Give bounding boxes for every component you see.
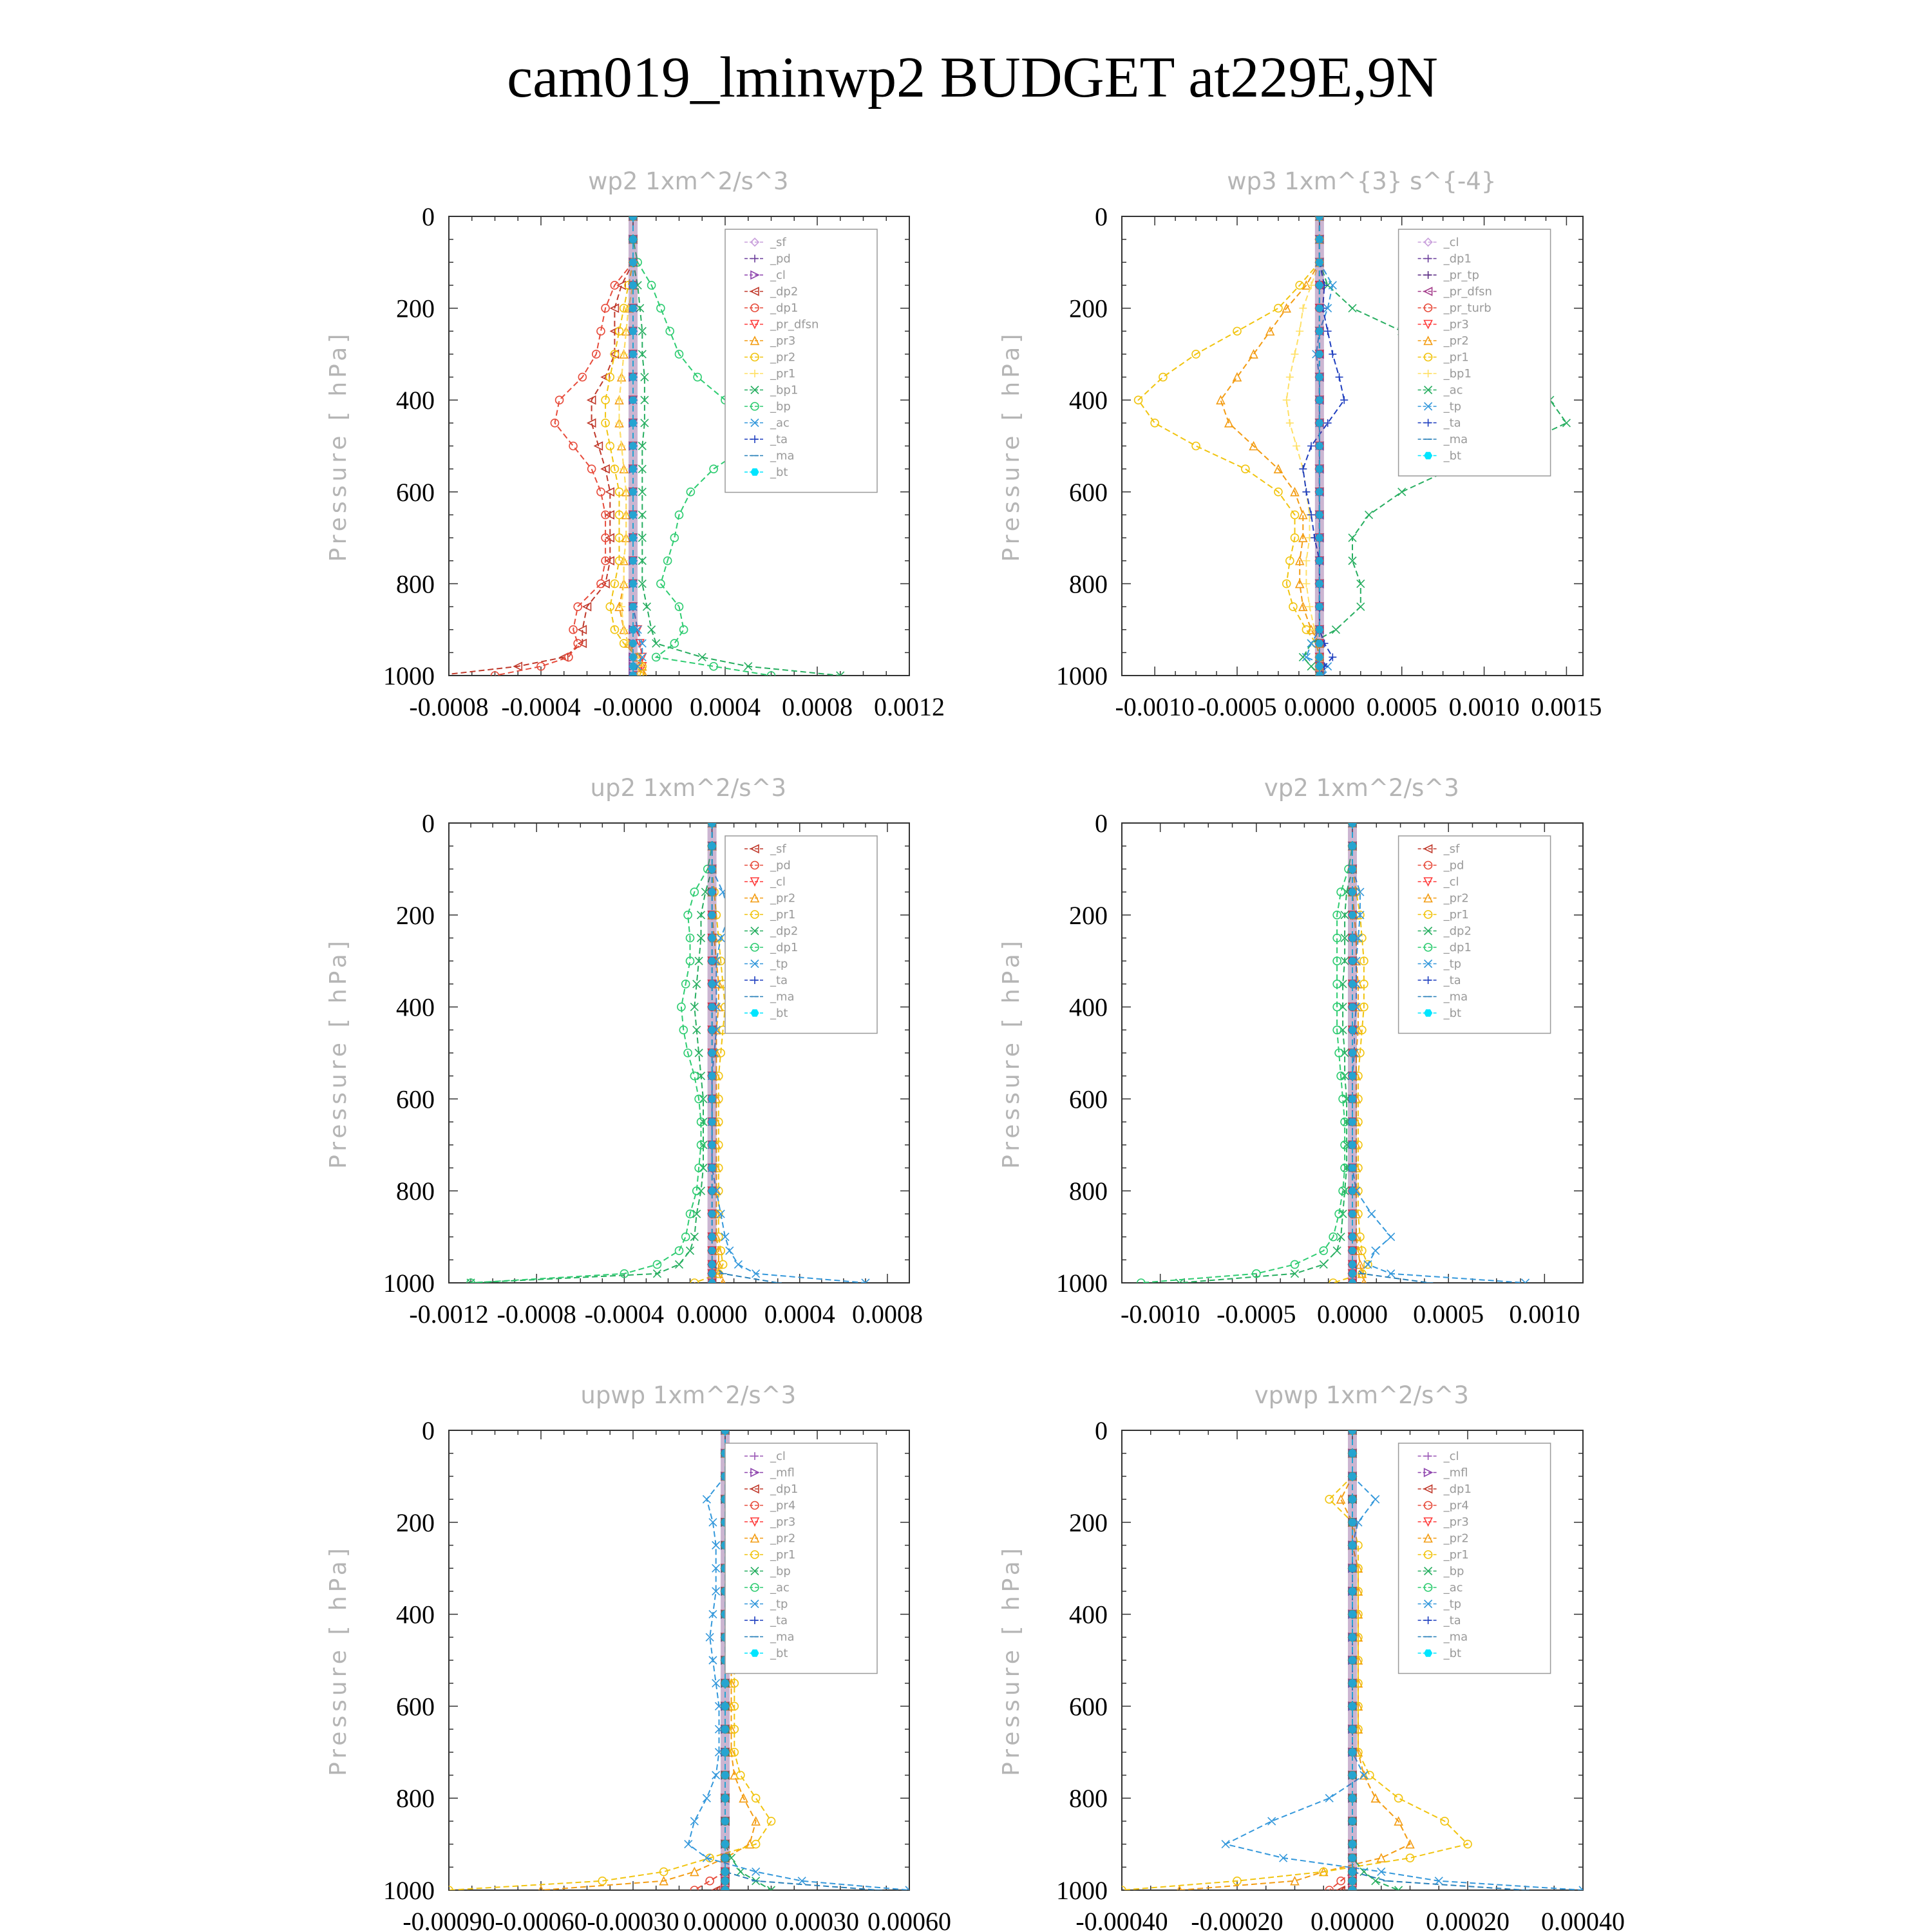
legend-label: _bt: [770, 1647, 788, 1660]
data-point: [737, 1772, 744, 1779]
legend-label: _ac: [1443, 383, 1463, 397]
series-line-dp2: [437, 216, 633, 676]
legend-label: _cl: [770, 875, 786, 889]
panel-4: [998, 774, 1583, 1329]
data-point: [1357, 580, 1365, 587]
legend-label: _pr4: [1443, 1499, 1469, 1513]
data-point: [620, 626, 628, 634]
data-point: [588, 465, 596, 473]
legend-label: _pr1: [1443, 350, 1469, 365]
data-point: [620, 557, 628, 565]
y-axis-label: Pressure [ hPa]: [325, 1544, 352, 1776]
legend-label: _dp1: [1443, 1482, 1472, 1496]
data-point: [726, 1247, 734, 1255]
legend-label: _mfl: [1443, 1466, 1468, 1480]
panel-6: [998, 1381, 1625, 1932]
legend-label: _cl: [1443, 236, 1459, 249]
zero-line-bundle: [1315, 216, 1324, 676]
legend-label: _sf: [770, 842, 786, 856]
legend-label: _bt: [1443, 1007, 1462, 1020]
data-point: [1296, 327, 1303, 335]
legend-label: _tp: [1443, 400, 1462, 413]
y-tick-label: 400: [396, 386, 435, 415]
data-point: [706, 1877, 714, 1885]
legend-label: _dp1: [1443, 252, 1472, 266]
y-tick-label: 1000: [1056, 661, 1108, 690]
data-point: [1286, 374, 1294, 381]
data-point: [690, 1868, 698, 1875]
series-line-dp1: [471, 823, 712, 1283]
y-tick-label: 800: [1069, 1784, 1108, 1814]
legend-label: _pr2: [770, 1531, 796, 1546]
legend-label: _pr3: [770, 1515, 796, 1529]
legend-label: _pr1: [770, 908, 796, 922]
x-tick-label: -0.0004: [584, 1300, 665, 1329]
legend-box: [725, 836, 877, 1034]
data-point: [1159, 374, 1167, 381]
legend-label: _bt: [770, 1007, 788, 1020]
series-line-dp2: [1180, 823, 1353, 1283]
x-tick-label: 0.0004: [690, 692, 761, 721]
legend-label: _ac: [1443, 1581, 1463, 1595]
y-tick-label: 400: [1069, 386, 1108, 415]
data-point: [569, 442, 577, 450]
y-tick-label: 600: [396, 1692, 435, 1721]
y-tick-label: 600: [1069, 1084, 1108, 1114]
data-point: [1302, 580, 1310, 587]
legend-label: _pd: [1443, 858, 1464, 873]
x-tick-label: 0.0000: [1317, 1300, 1388, 1329]
legend: [725, 1443, 877, 1674]
panel-2: [998, 167, 1602, 721]
legend-label: _dp1: [770, 301, 799, 315]
legend-marker: [751, 1650, 759, 1656]
legend: [1399, 229, 1551, 476]
data-point: [1333, 1247, 1341, 1255]
legend-label: _pr2: [770, 350, 796, 365]
y-tick-label: 0: [422, 809, 435, 838]
legend-label: _cl: [770, 1450, 786, 1463]
data-point: [1283, 396, 1291, 404]
legend: [1399, 1443, 1551, 1674]
data-point: [752, 1868, 760, 1875]
legend-label: _ta: [1443, 1614, 1461, 1627]
panel-title: wp3 1xm^{3} s^{-4}: [1227, 167, 1497, 195]
y-tick-label: 200: [396, 1508, 435, 1537]
y-tick-label: 200: [1069, 1508, 1108, 1537]
data-point: [618, 374, 625, 381]
data-point: [1151, 419, 1159, 427]
data-point: [685, 1841, 692, 1848]
data-point: [1372, 1495, 1379, 1503]
x-tick-label: 0.00020: [1426, 1907, 1510, 1932]
data-point: [657, 305, 665, 312]
legend: [1399, 836, 1551, 1034]
legend-label: _cl: [770, 269, 786, 282]
legend-label: _bp: [1443, 1564, 1464, 1578]
data-point: [648, 626, 656, 634]
panel-title: wp2 1xm^2/s^3: [588, 167, 789, 195]
legend-marker: [1425, 452, 1432, 459]
legend-label: _bp: [770, 400, 791, 413]
y-tick-label: 200: [396, 294, 435, 323]
data-point: [1398, 488, 1406, 496]
legend-label: _dp1: [770, 941, 799, 954]
y-tick-label: 0: [422, 1416, 435, 1445]
y-tick-label: 0: [1095, 809, 1108, 838]
legend-label: _ma: [1443, 433, 1468, 446]
data-point: [1372, 1247, 1379, 1255]
data-point: [1387, 1233, 1395, 1241]
y-tick-label: 200: [1069, 294, 1108, 323]
legend-label: _ta: [1443, 416, 1461, 430]
legend-label: _pr1: [1443, 908, 1469, 922]
legend-label: _pr2: [1443, 891, 1469, 905]
x-tick-label: -0.00090: [402, 1907, 495, 1932]
x-tick-label: -0.0010: [1121, 1300, 1200, 1329]
y-tick-label: 600: [1069, 1692, 1108, 1721]
legend-marker: [751, 1010, 759, 1016]
data-point: [1336, 374, 1343, 381]
legend: [725, 836, 877, 1034]
legend-label: _tp: [770, 1597, 788, 1611]
data-point: [1299, 305, 1307, 312]
legend-label: _sf: [770, 236, 786, 249]
data-point: [1274, 305, 1282, 312]
data-point: [1192, 442, 1200, 450]
legend-box: [1399, 1443, 1551, 1674]
legend-label: _pr3: [1443, 317, 1469, 332]
legend-box: [1399, 229, 1551, 476]
legend-label: _pr3: [1443, 1515, 1469, 1529]
x-tick-label: 0.0010: [1509, 1300, 1580, 1329]
y-tick-label: 1000: [383, 661, 435, 690]
data-point: [1286, 419, 1294, 427]
legend-label: _ma: [1443, 990, 1468, 1004]
legend-label: _ta: [770, 433, 788, 446]
y-tick-label: 600: [396, 477, 435, 507]
x-tick-label: 0.0000: [1283, 692, 1355, 721]
data-point: [676, 1260, 683, 1268]
x-tick-label: -0.0005: [1217, 1300, 1296, 1329]
data-point: [690, 1233, 698, 1241]
x-tick-label: 0.0005: [1366, 692, 1437, 721]
legend-label: _pd: [770, 252, 791, 266]
data-point: [1307, 639, 1315, 647]
legend-label: _ta: [1443, 974, 1461, 987]
legend-label: _pr_dfsn: [770, 317, 819, 332]
series-line-dp1: [1141, 823, 1352, 1283]
data-point: [1325, 1794, 1333, 1802]
x-tick-label: 0.0015: [1531, 692, 1602, 721]
x-tick-label: 0.00030: [775, 1907, 859, 1932]
legend-label: _ma: [770, 990, 795, 1004]
data-point: [620, 465, 628, 473]
data-point: [734, 1260, 742, 1268]
data-point: [620, 350, 628, 358]
legend-label: _pr1: [770, 367, 796, 381]
y-tick-label: 1000: [383, 1269, 435, 1298]
data-point: [687, 1247, 694, 1255]
y-tick-label: 800: [396, 1784, 435, 1814]
legend-label: _cl: [1443, 1450, 1459, 1463]
legend-marker: [751, 469, 759, 475]
data-point: [1357, 603, 1365, 611]
x-tick-label: -0.0008: [409, 692, 489, 721]
data-point: [1302, 488, 1310, 496]
legend-label: _bp1: [770, 383, 799, 397]
legend-label: _ma: [770, 1630, 795, 1644]
data-point: [1360, 1772, 1368, 1779]
legend-label: _ta: [770, 974, 788, 987]
legend-label: _dp1: [1443, 941, 1472, 954]
legend-label: _dp1: [770, 1482, 799, 1496]
data-point: [588, 419, 596, 427]
y-tick-label: 0: [422, 202, 435, 231]
x-tick-label: -0.00030: [587, 1907, 679, 1932]
legend-label: _dp2: [770, 924, 799, 938]
legend-label: _pr1: [770, 1548, 796, 1562]
y-tick-label: 1000: [1056, 1269, 1108, 1298]
data-point: [1337, 1495, 1345, 1503]
legend-label: _pr2: [1443, 334, 1469, 348]
y-axis-label: Pressure [ hPa]: [325, 937, 352, 1169]
legend-label: _bt: [1443, 449, 1462, 463]
legend-label: _pr2: [770, 891, 796, 905]
data-point: [1324, 327, 1332, 335]
data-point: [690, 1817, 698, 1825]
x-tick-label: 0.0008: [782, 692, 853, 721]
data-point: [616, 419, 623, 427]
legend-label: _ac: [770, 1581, 790, 1595]
x-tick-label: -0.0012: [409, 1300, 489, 1329]
panel-title: up2 1xm^2/s^3: [590, 774, 787, 802]
data-point: [1332, 626, 1340, 634]
legend-label: _ma: [770, 449, 795, 463]
x-tick-label: -0.00040: [1075, 1907, 1168, 1932]
data-point: [1291, 350, 1299, 358]
zero-line-bundle: [629, 216, 638, 676]
legend-label: _pr_tp: [1443, 269, 1479, 282]
data-point: [1306, 603, 1314, 611]
x-tick-label: 0.00000: [683, 1907, 767, 1932]
x-tick-label: -0.0000: [593, 692, 673, 721]
x-tick-label: 0.0010: [1448, 692, 1520, 721]
data-point: [1368, 1210, 1376, 1218]
legend-label: _bp: [770, 1564, 791, 1578]
x-tick-label: 0.0000: [676, 1300, 748, 1329]
zero-line-bundle: [1348, 1430, 1357, 1890]
y-tick-label: 400: [1069, 1600, 1108, 1629]
data-point: [737, 1868, 744, 1875]
y-tick-label: 800: [396, 569, 435, 599]
data-point: [703, 1495, 710, 1503]
legend-label: _bp1: [1443, 367, 1472, 381]
data-point: [752, 1794, 760, 1802]
x-tick-label: 0.0005: [1413, 1300, 1484, 1329]
data-point: [652, 639, 660, 647]
data-point: [1289, 603, 1297, 611]
y-axis-label: Pressure [ hPa]: [325, 330, 352, 562]
y-axis-label: Pressure [ hPa]: [998, 330, 1025, 562]
y-tick-label: 400: [1069, 992, 1108, 1022]
legend-marker: [1425, 1010, 1432, 1016]
legend-label: _pr4: [770, 1499, 796, 1513]
x-tick-label: -0.0004: [501, 692, 581, 721]
legend-label: _ta: [770, 1614, 788, 1627]
legend-label: _pr2: [1443, 1531, 1469, 1546]
y-tick-label: 200: [1069, 900, 1108, 930]
data-point: [1325, 1495, 1333, 1503]
panel-1: [325, 167, 945, 721]
data-point: [1364, 1260, 1372, 1268]
panel-title: vp2 1xm^2/s^3: [1264, 774, 1459, 802]
legend-label: _tp: [770, 957, 788, 971]
legend-label: _ac: [770, 416, 790, 430]
legend-label: _pr3: [770, 334, 796, 348]
y-tick-label: 0: [1095, 1416, 1108, 1445]
data-point: [1349, 305, 1356, 312]
data-point: [1307, 663, 1315, 670]
y-tick-label: 200: [396, 900, 435, 930]
data-point: [1320, 1260, 1327, 1268]
data-point: [1329, 350, 1336, 358]
legend-box: [1399, 836, 1551, 1034]
y-tick-label: 800: [1069, 1177, 1108, 1206]
legend-label: _dp2: [770, 285, 799, 299]
x-tick-label: -0.00020: [1191, 1907, 1283, 1932]
legend-label: _cl: [1443, 875, 1459, 889]
x-tick-label: 0.00060: [867, 1907, 951, 1932]
data-point: [1293, 442, 1300, 450]
data-point: [1242, 465, 1249, 473]
legend-label: _dp2: [1443, 924, 1472, 938]
legend-label: _pr_turb: [1443, 301, 1492, 315]
legend-label: _tp: [1443, 957, 1462, 971]
data-point: [1222, 1841, 1229, 1848]
x-tick-label: -0.0008: [497, 1300, 576, 1329]
y-tick-label: 800: [396, 1177, 435, 1206]
data-point: [618, 442, 625, 450]
y-tick-label: 1000: [383, 1876, 435, 1905]
x-tick-label: -0.0005: [1197, 692, 1277, 721]
y-tick-label: 800: [1069, 569, 1108, 599]
series-line-pr1: [1139, 216, 1320, 676]
data-point: [1307, 281, 1315, 289]
legend-label: _pd: [770, 858, 791, 873]
y-axis-label: Pressure [ hPa]: [998, 1544, 1025, 1776]
legend-marker: [1425, 1650, 1432, 1656]
data-point: [1302, 557, 1310, 565]
legend-label: _bt: [770, 466, 788, 479]
y-axis-label: Pressure [ hPa]: [998, 937, 1025, 1169]
panel-3: [325, 774, 923, 1329]
panel-title: upwp 1xm^2/s^3: [580, 1381, 797, 1409]
data-point: [712, 1772, 720, 1779]
data-point: [620, 580, 628, 587]
data-point: [1299, 465, 1307, 473]
figure-title: cam019_lminwp2 BUDGET at229E,9N: [507, 46, 1438, 109]
legend: [725, 229, 877, 493]
panel-5: [325, 1381, 951, 1932]
data-point: [653, 1270, 661, 1278]
legend-label: _pr_dfsn: [1443, 285, 1492, 299]
y-tick-label: 400: [396, 992, 435, 1022]
zero-line-bundle: [1348, 823, 1357, 1283]
panel-title: vpwp 1xm^2/s^3: [1254, 1381, 1469, 1409]
data-point: [1395, 1794, 1403, 1802]
x-tick-label: -0.00060: [495, 1907, 587, 1932]
data-point: [1291, 1260, 1299, 1268]
legend-box: [725, 229, 877, 493]
zero-line-bundle: [708, 823, 717, 1283]
legend-label: _pr1: [1443, 1548, 1469, 1562]
x-tick-label: 0.0008: [851, 1300, 923, 1329]
legend-label: _bt: [1443, 1647, 1462, 1660]
data-point: [1562, 419, 1570, 427]
y-tick-label: 1000: [1056, 1876, 1108, 1905]
data-point: [1268, 1817, 1276, 1825]
data-point: [703, 1794, 710, 1802]
x-tick-label: 0.0004: [764, 1300, 835, 1329]
series-line-dp2: [471, 823, 712, 1283]
data-point: [1337, 1233, 1345, 1241]
x-tick-label: 0.00000: [1311, 1907, 1394, 1932]
legend-box: [725, 1443, 877, 1674]
x-tick-label: -0.0010: [1115, 692, 1195, 721]
legend-label: _ma: [1443, 1630, 1468, 1644]
y-tick-label: 600: [396, 1084, 435, 1114]
data-point: [616, 396, 623, 404]
series-line-dp1: [495, 216, 634, 676]
legend-label: _sf: [1443, 842, 1460, 856]
x-tick-label: 0.0012: [874, 692, 945, 721]
x-tick-label: 0.00040: [1541, 1907, 1625, 1932]
data-point: [1307, 511, 1315, 518]
legend-label: _mfl: [770, 1466, 795, 1480]
data-point: [670, 639, 678, 647]
y-tick-label: 0: [1095, 202, 1108, 231]
legend-label: _tp: [1443, 1597, 1462, 1611]
chart-panels: [325, 167, 1625, 1932]
y-tick-label: 400: [396, 1600, 435, 1629]
y-tick-label: 600: [1069, 477, 1108, 507]
data-point: [1365, 511, 1373, 518]
